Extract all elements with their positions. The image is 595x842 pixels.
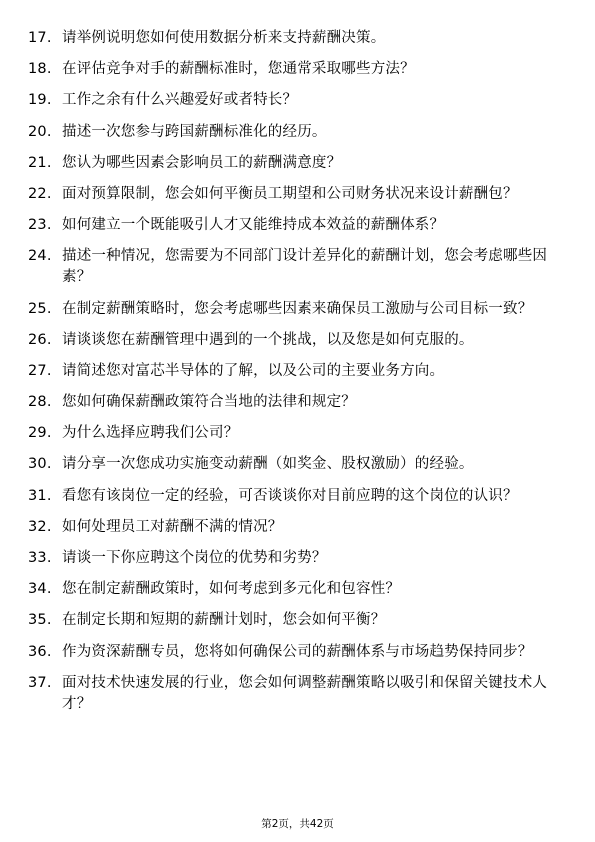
question-item bbox=[28, 299, 568, 320]
question-number: 28. bbox=[28, 394, 52, 411]
question-item bbox=[28, 361, 568, 382]
question-number: 35. bbox=[28, 612, 52, 629]
question-number: 20. bbox=[28, 123, 52, 140]
question-number: 25. bbox=[28, 300, 52, 317]
question-item bbox=[28, 486, 568, 507]
question-text: 在制定长期和短期的薪酬计划时，您会如何平衡？ bbox=[62, 612, 386, 629]
question-number: 19. bbox=[28, 92, 52, 109]
question-item bbox=[28, 392, 568, 413]
question-item bbox=[28, 548, 568, 569]
question-item bbox=[28, 246, 568, 288]
question-number: 34. bbox=[28, 581, 52, 598]
question-item bbox=[28, 330, 568, 351]
question-text: 您在制定薪酬政策时，如何考虑到多元化和包容性？ bbox=[62, 581, 401, 598]
question-item bbox=[28, 610, 568, 631]
question-number: 18. bbox=[28, 61, 52, 78]
question-item bbox=[28, 122, 568, 143]
question-number: 27. bbox=[28, 362, 52, 379]
question-text: 您如何确保薪酬政策符合当地的法律和规定？ bbox=[62, 394, 356, 411]
question-text: 在评估竞争对手的薪酬标准时，您通常采取哪些方法？ bbox=[62, 61, 415, 78]
question-text: 面对技术快速发展的行业，您会如何调整薪酬策略以吸引和保留关键技术人才？ bbox=[62, 674, 548, 712]
question-number: 23. bbox=[28, 217, 52, 234]
question-number: 31. bbox=[28, 487, 52, 504]
question-text: 如何处理员工对薪酬不满的情况？ bbox=[62, 518, 283, 535]
question-text: 在制定薪酬策略时，您会考虑哪些因素来确保员工激励与公司目标一致？ bbox=[62, 300, 533, 317]
question-item bbox=[28, 454, 568, 475]
question-text: 为什么选择应聘我们公司？ bbox=[62, 425, 239, 442]
question-text: 如何建立一个既能吸引人才又能维持成本效益的薪酬体系？ bbox=[62, 217, 445, 234]
question-number: 24. bbox=[28, 248, 52, 265]
question-item bbox=[28, 579, 568, 600]
question-number: 32. bbox=[28, 518, 52, 535]
question-number: 33. bbox=[28, 550, 52, 566]
question-item bbox=[28, 215, 568, 236]
question-text: 描述一次您参与跨国薪酬标准化的经历。 bbox=[62, 123, 327, 140]
question-text: 请分享一次您成功实施变动薪酬（如奖金、股权激励）的经验。 bbox=[62, 456, 474, 473]
question-text: 描述一种情况，您需要为不同部门设计差异化的薪酬计划，您会考虑哪些因素？ bbox=[62, 248, 548, 286]
question-item bbox=[28, 423, 568, 444]
question-item bbox=[28, 153, 568, 174]
question-number: 26. bbox=[28, 331, 52, 348]
question-number: 36. bbox=[28, 643, 52, 660]
question-text: 请举例说明您如何使用数据分析来支持薪酬决策。 bbox=[62, 30, 386, 46]
question-text: 请谈谈您在薪酬管理中遇到的一个挑战，以及您是如何克服的。 bbox=[62, 331, 474, 348]
question-text: 请谈一下你应聘这个岗位的优势和劣势？ bbox=[62, 550, 327, 566]
question-list bbox=[28, 28, 568, 725]
question-number: 21. bbox=[28, 154, 52, 171]
question-item bbox=[28, 59, 568, 80]
question-text: 面对预算限制，您会如何平衡员工期望和公司财务状况来设计薪酬包？ bbox=[62, 185, 518, 202]
question-item bbox=[28, 517, 568, 538]
question-number: 37. bbox=[28, 674, 52, 691]
question-text: 作为资深薪酬专员，您将如何确保公司的薪酬体系与市场趋势保持同步？ bbox=[62, 643, 533, 660]
question-text: 请简述您对富芯半导体的了解，以及公司的主要业务方向。 bbox=[62, 362, 445, 379]
question-text: 工作之余有什么兴趣爱好或者特长？ bbox=[62, 92, 298, 109]
question-number: 30. bbox=[28, 456, 52, 473]
question-item bbox=[28, 28, 568, 49]
question-text: 看您有该岗位一定的经验，可否谈谈你对目前应聘的这个岗位的认识？ bbox=[62, 487, 518, 504]
page-number-footer: 第2页，共42页 bbox=[261, 818, 334, 830]
question-item bbox=[28, 673, 568, 715]
question-item bbox=[28, 642, 568, 663]
question-number: 17. bbox=[28, 30, 52, 46]
question-item bbox=[28, 184, 568, 205]
question-text: 您认为哪些因素会影响员工的薪酬满意度？ bbox=[62, 154, 342, 171]
question-number: 29. bbox=[28, 425, 52, 442]
question-item bbox=[28, 90, 568, 111]
question-number: 22. bbox=[28, 185, 52, 202]
